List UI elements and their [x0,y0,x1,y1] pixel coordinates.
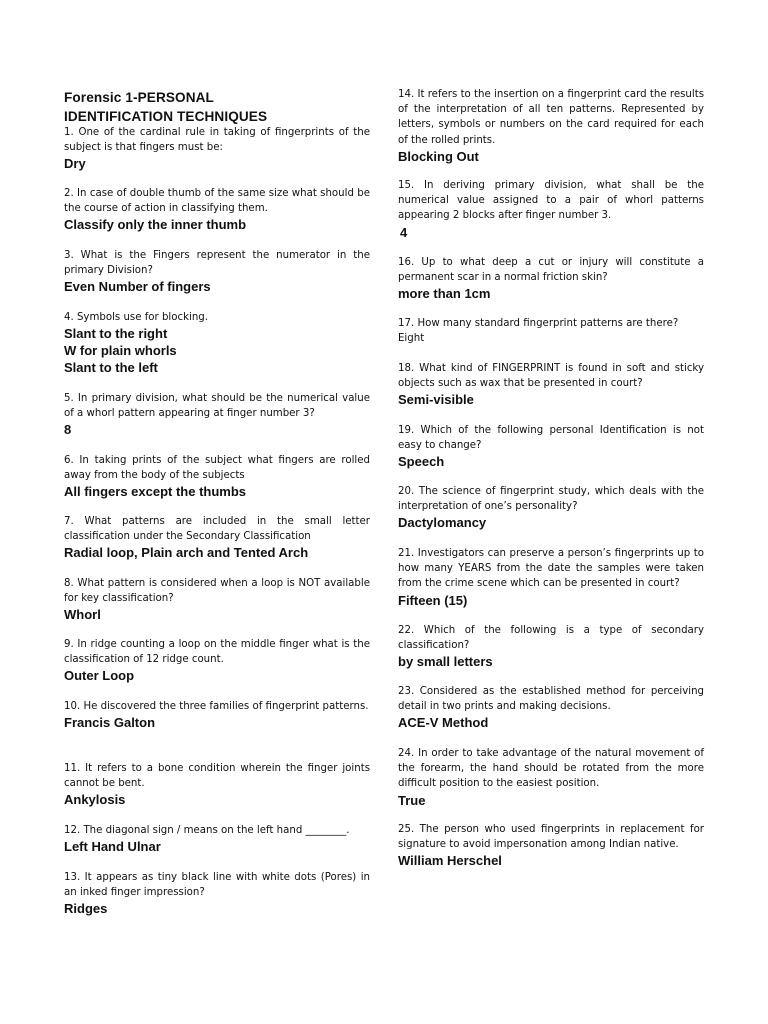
question-text: 22. Which of the following is a type of secondary classification? [398,625,704,652]
document-title-line-2: IDENTIFICATION TECHNIQUES [64,109,268,124]
document-title-line-1: Forensic 1-PERSONAL [64,90,214,105]
question-item-20 [398,484,704,531]
question-text: 5. In primary division, what should be the numerical value of a whorl pattern appearing at finger number 3? [64,393,370,420]
answer-text: True [398,792,426,808]
question-item-13 [64,870,370,917]
question-text: 4. Symbols use for blocking. [64,312,208,323]
question-item-7 [64,514,370,561]
question-text: 13. It appears as tiny black line with white dots (Pores) in an inked finger impression? [64,872,370,899]
question-item-6 [64,453,370,500]
answer-text: W for plain whorls [64,343,177,359]
answer-text: Semi-visible [398,392,474,408]
answer-text: Ridges [64,901,108,917]
question-item-8 [64,576,370,623]
question-item-12 [64,823,370,855]
question-item-9 [64,637,370,684]
question-item-17 [398,316,704,346]
question-item-11 [64,761,370,808]
question-text: 18. What kind of FINGERPRINT is found in soft and sticky objects such as wax that be presented in court? [398,363,704,390]
answer-text: 8 [64,422,72,438]
question-item-5 [64,391,370,438]
question-text: 14. It refers to the insertion on a fingerprint card the results of the interpretation of all ten patterns. Represented by letters, symbols or numbers on the card required for each of the rolled prints. [398,89,704,146]
question-item-19 [398,423,704,470]
answer-text: Francis Galton [64,715,156,731]
question-text: 10. He discovered the three families of fingerprint patterns. [64,701,369,712]
question-item-15 [398,178,704,241]
answer-text: more than 1cm [398,286,491,302]
question-text: 3. What is the Fingers represent the numerator in the primary Division? [64,250,370,277]
answer-text: Even Number of fingers [64,279,211,295]
question-text: 20. The science of fingerprint study, which deals with the interpretation of one’s personality? [398,486,704,513]
answer-text: Eight [398,333,425,345]
question-text: 21. Investigators can preserve a person’s fingerprints up to how many YEARS from the date the samples were taken from the crime scene which can be presented in court? [398,548,704,590]
question-text: 12. The diagonal sign / means on the left hand ________. [64,825,350,836]
answer-text: Dry [64,156,86,172]
answer-text: Slant to the right [64,326,168,342]
question-item-21 [398,546,704,609]
answer-text: William Herschel [398,853,502,869]
question-item-2 [64,186,370,233]
question-text: 17. How many standard fingerprint patterns are there? [398,318,679,329]
question-item-10 [64,699,370,731]
answer-text: Slant to the left [64,360,158,376]
question-text: 8. What pattern is considered when a loop is NOT available for key classification? [64,578,370,605]
question-text: 23. Considered as the established method for perceiving detail in two prints and making decisions. [398,686,704,713]
question-text: 15. In deriving primary division, what shall be the numerical value assigned to a pair of whorl patterns appearing 2 blocks after finger number 3. [398,180,704,222]
question-item-22 [398,623,704,670]
question-item-25 [398,822,704,869]
answer-text: Fifteen (15) [398,592,468,608]
question-text: 1. One of the cardinal rule in taking of fingerprints of the subject is that fingers must be: [64,127,370,154]
answer-text: Dactylomancy [398,515,487,531]
answer-text: ACE-V Method [398,715,489,731]
question-item-16 [398,255,704,302]
question-text: 7. What patterns are included in the small letter classification under the Secondary Classification [64,516,370,543]
question-text: 11. It refers to a bone condition wherein the finger joints cannot be bent. [64,763,370,790]
question-text: 2. In case of double thumb of the same size what should be the course of action in classifying them. [64,188,370,215]
answer-text: Left Hand Ulnar [64,839,161,855]
answer-text: 4 [400,224,408,240]
question-item-14 [398,87,704,165]
question-text: 24. In order to take advantage of the natural movement of the forearm, the hand should be rotated from the more difficult position to the easiest position. [398,748,704,790]
answer-text: Whorl [64,607,101,623]
answer-text: Radial loop, Plain arch and Tented Arch [64,545,309,561]
question-item-3 [64,248,370,295]
answer-text: Blocking Out [398,148,479,164]
question-item-18 [398,361,704,408]
answer-text: Ankylosis [64,792,126,808]
question-text: 19. Which of the following personal Identification is not easy to change? [398,425,704,452]
question-item-4 [64,310,370,376]
question-text: 9. In ridge counting a loop on the middle finger what is the classification of 12 ridge count. [64,639,370,666]
answer-text: Outer Loop [64,668,135,684]
answer-text: Classify only the inner thumb [64,217,247,233]
question-text: 16. Up to what deep a cut or injury will constitute a permanent scar in a normal friction skin? [398,257,704,284]
question-text: 6. In taking prints of the subject what fingers are rolled away from the body of the subjects [64,455,370,482]
question-item-24 [398,746,704,809]
answer-text: Speech [398,454,445,470]
answer-text: by small letters [398,654,493,670]
answer-text: All fingers except the thumbs [64,484,247,500]
question-text: 25. The person who used fingerprints in replacement for signature to avoid impersonation among Indian native. [398,824,704,851]
question-item-1 [64,125,370,172]
question-item-23 [398,684,704,731]
